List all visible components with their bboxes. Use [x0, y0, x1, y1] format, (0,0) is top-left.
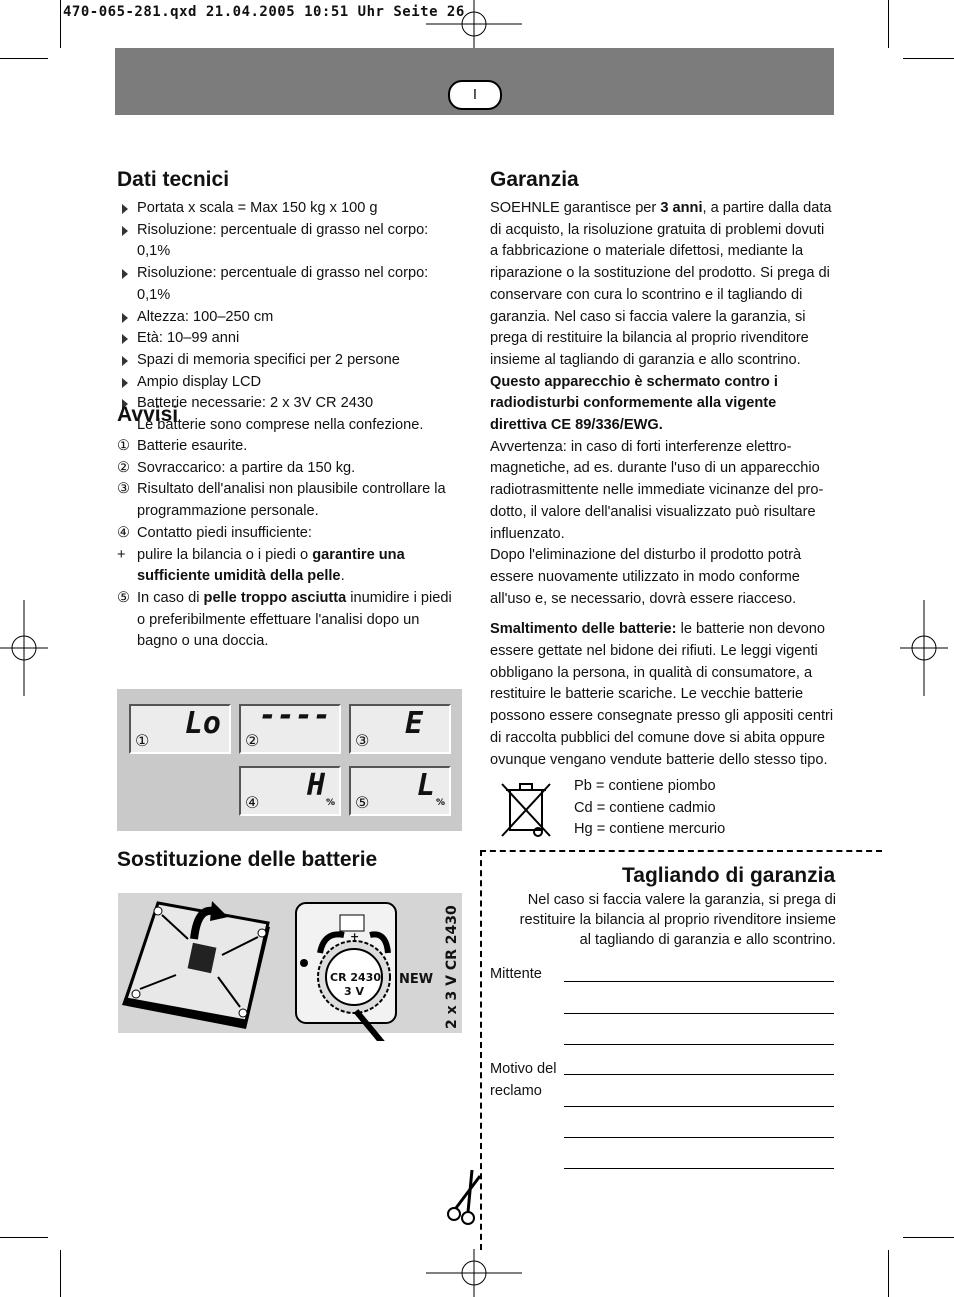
- new-label: NEW: [399, 972, 434, 987]
- mittente-label: Mittente: [490, 966, 542, 982]
- registration-mark-icon: [900, 600, 948, 696]
- chemical-list: [574, 776, 725, 841]
- section-title-dati: Dati tecnici: [117, 168, 230, 191]
- lcd-screen-2: ② ----: [239, 704, 341, 754]
- crop-mark: [0, 58, 48, 59]
- arrow-bullet-icon: [122, 313, 128, 323]
- arrow-bullet-icon: [122, 269, 128, 279]
- arrow-bullet-icon: [122, 226, 128, 236]
- garanzia-warning: Avvertenza: in caso di forti interferenze elettro-magnetiche, ad es. durante l'uso di un apparecchio radiotrasmittente nelle immediate vicinanze del pro-dotto, il valore dell'analisi visualizzato può risultare influenzato.: [490, 438, 824, 542]
- list-item: Altezza: 100–250 cm: [117, 307, 462, 329]
- garanzia-ce-note: Questo apparecchio è schermato contro i radiodisturbi conformemente alla vigente direttiva CE 89/336/EWG.: [490, 373, 778, 434]
- crop-mark: [60, 0, 61, 48]
- motivo-line[interactable]: [564, 1106, 834, 1107]
- arrow-bullet-icon: [122, 356, 128, 366]
- battery-volt-label: 3 V: [344, 985, 364, 998]
- lcd-screen-5: ⑤ L %: [349, 766, 451, 816]
- list-item: ⑤ In caso di pelle troppo asciutta inumidire i piedi o preferibilmente effettuare l'analisi dopo un bagno o una doccia.: [117, 589, 452, 650]
- motivo-label: Motivo del reclamo: [490, 1061, 557, 1099]
- side-label: 2 x 3 V CR 2430: [444, 905, 460, 1029]
- avvisi-list: [117, 436, 462, 653]
- mittente-line[interactable]: [564, 981, 834, 982]
- motivo-line[interactable]: [564, 1137, 834, 1138]
- crop-mark: [888, 0, 889, 48]
- mittente-line[interactable]: [564, 1044, 834, 1045]
- list-item: ④ Contatto piedi insufficiente:: [117, 524, 312, 541]
- lcd-screen-4: ④ H %: [239, 766, 341, 816]
- crop-mark: [903, 58, 954, 59]
- list-item: Risoluzione: percentuale di grasso nel corpo: 0,1%: [117, 220, 462, 263]
- list-item: Ampio display LCD: [117, 372, 462, 394]
- coupon-text: Nel caso si faccia valere la garanzia, si prega di restituire la bilancia al proprio rivenditore insieme al tagliando di garanzia e allo scontrino.: [519, 892, 836, 948]
- mittente-line[interactable]: [564, 1013, 834, 1014]
- list-item: + pulire la bilancia o i piedi o garantire una sufficiente umidità della pelle.: [117, 546, 405, 585]
- list-item: ① Batterie esaurite.: [117, 438, 248, 454]
- section-title-garanzia: Garanzia: [490, 168, 579, 191]
- lcd-screen-1: ① Lo: [129, 704, 231, 754]
- battery-plus-label: +: [350, 930, 360, 943]
- section-title-avvisi: Avvisi: [117, 403, 179, 426]
- arrow-bullet-icon: [122, 204, 128, 214]
- scissors-icon: [442, 1168, 482, 1228]
- motivo-line[interactable]: [564, 1168, 834, 1169]
- coupon-title: Tagliando di garanzia: [622, 864, 836, 887]
- list-item: Risoluzione: percentuale di grasso nel corpo: 0,1%: [117, 263, 462, 306]
- list-item: Portata x scala = Max 150 kg x 100 g: [117, 198, 462, 220]
- registration-mark-icon: [426, 1249, 522, 1297]
- registration-mark-icon: [0, 600, 48, 696]
- section-title-sostituzione: Sostituzione delle batterie: [117, 848, 378, 871]
- lcd-display-panel: [117, 689, 462, 831]
- dati-list: [117, 198, 462, 437]
- print-slug: 470-065-281.qxd 21.04.2005 10:51 Uhr Seite 26: [63, 4, 465, 20]
- list-item: Età: 10–99 anni: [117, 328, 462, 350]
- crop-mark: [60, 1250, 61, 1297]
- garanzia-paragraph: SOEHNLE garantisce per 3 anni, a partire dalla data di acquisto, la risoluzione gratuita di problemi dovuti a fabbricazione o materiale difettosi, mediante la riparazione o la sostituzione del prodotto. Si prega di conservare con cura lo scontrino e il tagliando di garanzia. Nel caso si faccia valere la garanzia, si prega di restituire la bilancia al proprio rivenditore insieme al tagliando di garanzia e allo scontrino.: [490, 200, 832, 368]
- battery-disposal: Smaltimento delle batterie: le batterie non devono essere gettate nel bidone dei rifiuti. Le leggi vigenti obbligano la persona, in qualità di consumatore, a restituire le batterie scariche. Le vecchie batterie possono essere consegnate presso gli appositi centri di raccolta pubblici del comune dove si abita oppure ovunque vengano vendute batterie dello stesso tipo.: [490, 621, 834, 768]
- crossed-bin-icon: [500, 778, 554, 840]
- crop-mark: [0, 1237, 48, 1238]
- arrow-bullet-icon: [122, 378, 128, 388]
- crop-mark: [903, 1237, 954, 1238]
- list-item-note: Le batterie sono comprese nella confezione.: [137, 417, 424, 434]
- list-item: Batterie necessarie: 2 x 3V CR 2430: [117, 393, 462, 415]
- lcd-screen-3: ③ E: [349, 704, 451, 754]
- arrow-bullet-icon: [122, 334, 128, 344]
- list-item: Hg = contiene mercurio: [574, 821, 726, 838]
- language-badge: I: [448, 80, 502, 110]
- list-item: Pb = contiene piombo: [574, 778, 716, 794]
- garanzia-restart: Dopo l'eliminazione del disturbo il prodotto potrà essere nuovamente utilizzato in modo conforme all'uso e, se necessario, dovrà essere riacceso.: [490, 547, 802, 607]
- list-item: Spazi di memoria specifici per 2 persone: [117, 350, 462, 372]
- motivo-line[interactable]: [564, 1074, 834, 1075]
- battery-model-label: CR 2430: [330, 971, 381, 984]
- list-item: ② Sovraccarico: a partire da 150 kg.: [117, 459, 356, 476]
- list-item: Cd = contiene cadmio: [574, 799, 716, 816]
- garanzia-text: [490, 198, 836, 771]
- crop-mark: [888, 1250, 889, 1297]
- battery-replacement-illustration: [118, 893, 462, 1033]
- list-item: ③ Risultato dell'analisi non plausibile controllare la programmazione personale.: [117, 481, 446, 520]
